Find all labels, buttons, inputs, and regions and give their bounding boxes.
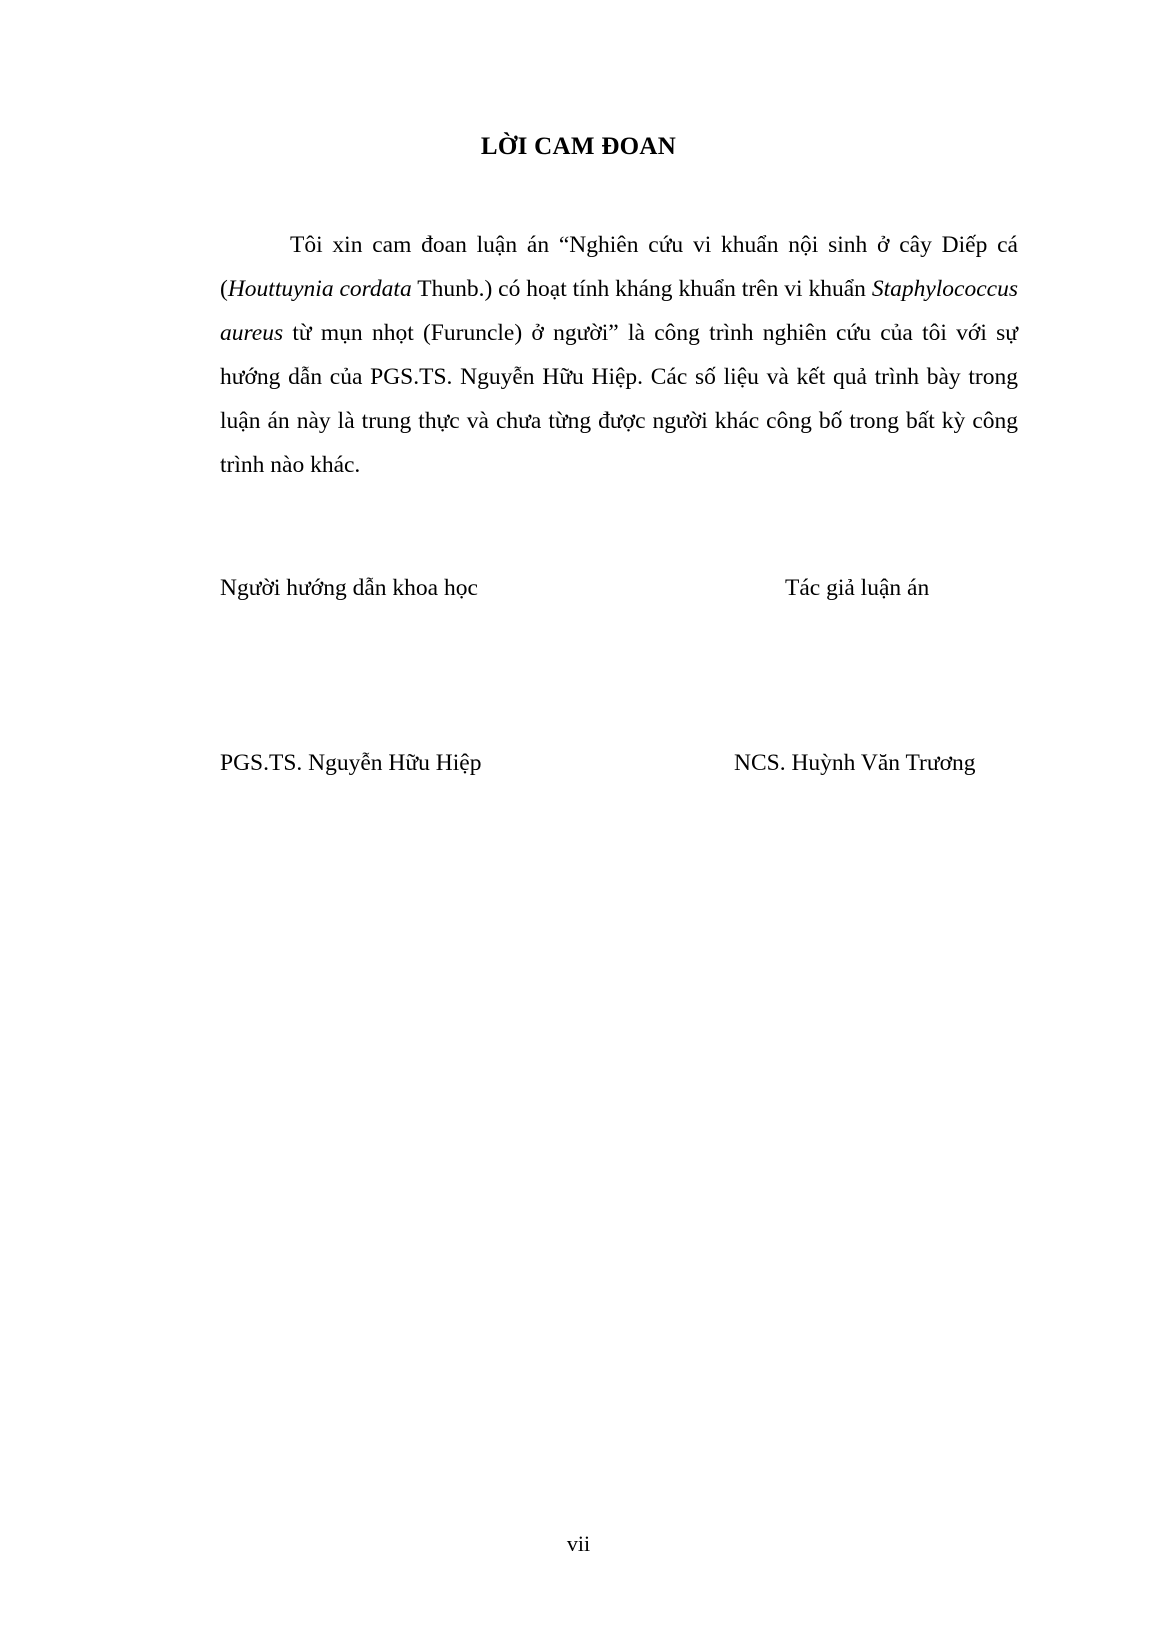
advisor-role-label: Người hướng dẫn khoa học <box>220 575 478 601</box>
page-title: LỜI CAM ĐOAN <box>480 133 677 160</box>
advisor-name: PGS.TS. Nguyễn Hữu Hiệp <box>220 750 482 776</box>
page-number: vii <box>566 1531 591 1556</box>
declaration-text-part-3: từ mụn nhọt (Furuncle) ở người” là công trình nghiên cứu của tôi với sự hướng dẫn của PGS.TS. Nguyễn Hữu Hiệp. Các số liệu và kết quả trình bày trong luận án này là trung thực và chưa từng được người khác công bố trong bất kỳ công trình nào khác. <box>220 320 1018 478</box>
plant-species-name: Houttuynia cordata <box>227 276 412 302</box>
bacterium-name: Staphylococcus aureus <box>220 276 1018 346</box>
declaration-text-part-1: Tôi xin cam đoan luận án “Nghiên cứu vi khuẩn nội sinh ở cây Diếp cá ( <box>220 232 1018 302</box>
declaration-paragraph <box>220 223 1018 487</box>
declaration-text-part-2: Thunb.) có hoạt tính kháng khuẩn trên vi khuẩn <box>411 276 872 302</box>
author-role-label: Tác giả luận án <box>785 575 930 601</box>
author-name: NCS. Huỳnh Văn Trương <box>734 750 976 776</box>
